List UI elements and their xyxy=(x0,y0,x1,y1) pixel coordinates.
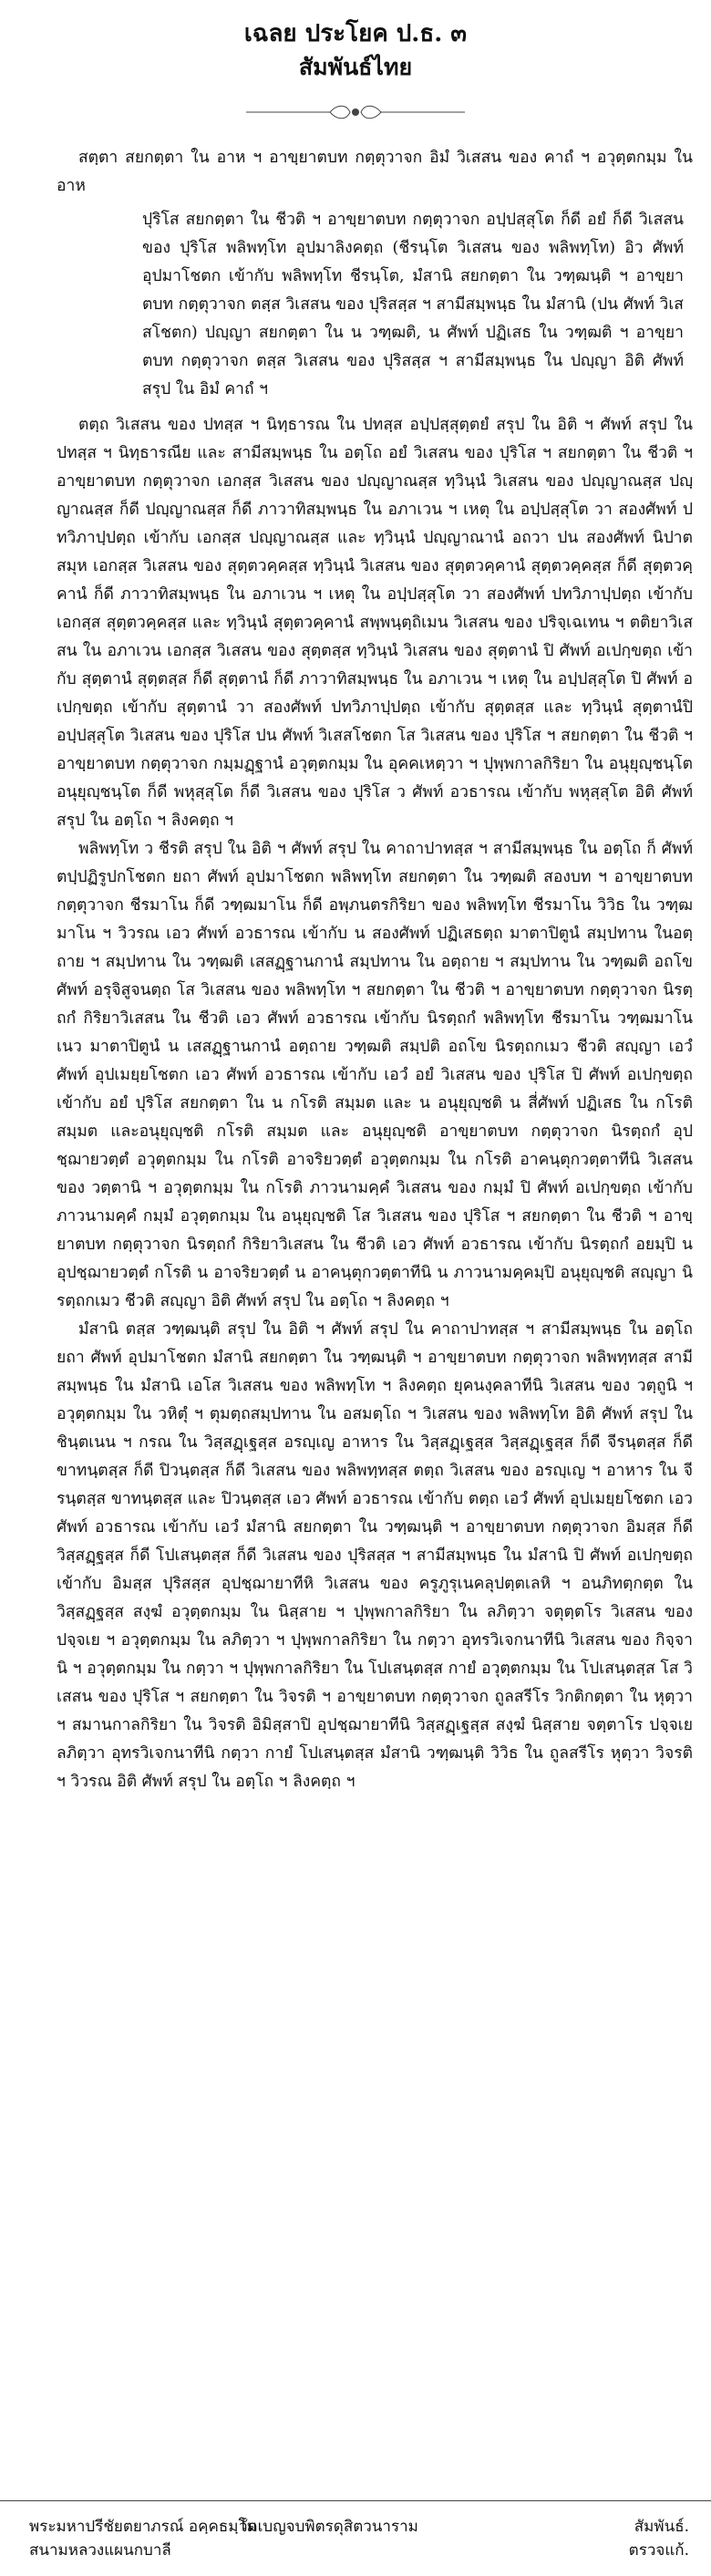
ornament-divider xyxy=(246,102,465,122)
paragraph-verse-analysis: ปุริโส สยกตฺตา ใน ชีวติ ฯ อาขฺยาตบท กตฺตุวาจก อปฺปสฺสุโต ก็ดี อยํ ก็ดี วิเสสน ของ ปุริโส พลิพทฺโท อุปมาลิงคตฺถ (ชีรนฺโต วิเสสน ของ พลิพทฺโท) อิว ศัพท์ อุปมาโชตก เข้ากับ พลิพทฺโท ชีรนฺโต, มํสานิ สยกตฺตา ใน วฑฺฒนฺติ ฯ อาขฺยาตบท กตฺตุวาจก ตสฺส วิเสสน ของ ปุริสสฺส ฯ สามีสมฺพนฺธ ใน มํสานิ (ปน ศัพท์ วิเสสโชตก) ปญฺญา สยกตฺตา ใน น วฑฺฒติ, น ศัพท์ ปฏิเสธ ใน วฑฺฒติ ฯ อาขฺยาตบท กตฺตุวาจก ตสฺส วิเสสน ของ ปุริสสฺส ฯ สามีสมฺพนฺธ ใน ปญฺญา อิติ ศัพท์ สรุป ใน อิมํ คาถํ ฯ xyxy=(142,211,684,398)
office-name: สนามหลวงแผนกบาลี xyxy=(29,2541,171,2560)
paragraph-intro: สตฺตา สยกตฺตา ใน อาห ฯ อาขฺยาตบท กตฺตุวาจก อิมํ วิเสสน ของ คาถํ ฯ อวุตฺตกมฺม ใน อาห xyxy=(57,149,693,195)
page-title: เฉลย ประโยค ป.ธ. ๓ xyxy=(243,20,468,47)
paragraph-mamsani: มํสานิ ตสฺส วฑฺฒนฺติ สรุป ใน อิติ ฯ ศัพท์ สรุป ใน คาถาปาทสฺส ฯ สามีสมฺพนฺธ ใน อตฺโถ ยถา ศัพท์ อุปมาโชตก มํสานิ สยกตฺตา ใน วฑฺฒนฺติ ฯ อาขฺยาตบท กตฺตุวาจก พลิพทฺทสฺส สามีสมฺพนฺธ ใน มํสานิ เอโส วิเสสน ของ พลิพทฺโท ฯ ลิงคตฺถ ยุคนงฺคลาทีนิ วิเสสน ของ วตฺถูนิ ฯ อวุตฺตกมฺม ใน วหิตุํ ฯ ตุมตฺถสมฺปทาน ใน อสมตฺโถ ฯ วิเสสน ของ พลิพทฺโท อิติ ศัพท์ สรุป ใน ชินฺตเนน ฯ กรณ ใน วิสฺสฏฺเฐสฺส อรญฺเญ อาหาร ใน วิสฺสฏฺเฐสฺส วิสฺสฏฺเฐสฺส ก็ดี จีรนฺตสฺส ก็ดี ขาทนฺตสฺส ก็ดี ปิวนฺตสฺส ก็ดี วิเสสน ของ พลิพทฺทสฺส ตตฺถ วิเสสน ของ อรญฺเญ ฯ อาหาร ใน จีรนฺตสฺส ขาทนฺตสฺส และ ปิวนฺตสฺส เอว ศัพท์ อวธารณ เข้ากับ ตตฺถ เอวํ ศัพท์ อุปเมยฺยโชตก เอว ศัพท์ อวธารณ เข้ากับ เอวํ มํสานิ สยกตฺตา ใน วฑฺฒนฺติ ฯ อาขฺยาตบท กตฺตุวาจก อิมสฺส ก็ดี วิสฺสฏฺฐสฺส ก็ดี โปเสนฺตสฺส ก็ดี วิเสสน ของ ปุริสสฺส ฯ สามีสมฺพนฺธ ใน มํสานิ ปิ ศัพท์ อเปกฺขตฺถ เข้ากับ อิมสฺส ปุริสสฺส อุปชฺฌายาทีหิ วิเสสน ของ ครูภูรุเนคลุปตฺตเลหิ ฯ อนภิทตฺกตฺต ใน วิสฺสฏฺฐสฺส สงฺฆํ อวุตฺตกมฺม ใน นิสฺสาย ฯ ปุพฺพกาลกิริยา ใน ลภิตฺวา จตุตฺตโร วิเสสน ของ ปจฺจเย ฯ อวุตฺตกมฺม ใน ลภิตฺวา ฯ ปุพฺพกาลกิริยา ใน กตฺวา อุทรวิเจกนาทีนิ วิเสสน ของ กิจฺจานิ ฯ อวุตฺตกมฺม ใน กตฺวา ฯ ปุพฺพกาลกิริยา ใน โปเสนฺตสฺส กายํ อวุตฺตกมฺม ใน โปเสนฺตสฺส โส วิเสสน ของ ปุริโส ฯ สยกตฺตา ใน วิจรติ ฯ อาขฺยาตบท กตฺตุวาจก ถูลสรีโร วิกติกตฺตา ใน หุตฺวา ฯ สมานกาลกิริยา ใน วิจรติ อิมิสฺสาปิ อุปชฺฌายาทีนิ วิสฺสฏฺเฐสฺส สงฺฆํ นิสฺสาย จตฺตาโร ปจฺจเย ลภิตฺวา อุทรวิเจกนาทีนิ กตฺวา กายํ โปเสนฺตสฺส มํสานิ วฑฺฒนฺติ วิวิธ ใน ถูลสรีโร หุตฺวา วิจรติ ฯ วิวรณ อิติ ศัพท์ สรุป ใน อตฺโถ ฯ ลิงคตฺถ ฯ xyxy=(57,1320,693,1791)
footer-right-label-1: สัมพันธ์. xyxy=(634,2518,689,2536)
footer-line-2 xyxy=(29,2539,689,2562)
article-body xyxy=(57,144,693,1796)
footer-divider xyxy=(0,2500,711,2501)
indented-block xyxy=(142,206,684,404)
paragraph-tattha: ตตฺถ วิเสสน ของ ปทสฺส ฯ นิทฺธารณ ใน ปทสฺส อปฺปสฺสุตฺตยํ สรุป ใน อิติ ฯ ศัพท์ สรุป ใน ปทสฺส ฯ นิทฺธารณีย และ สามีสมฺพนฺธ ใน อตฺโถ อยํ วิเสสน ของ ปุริโส ฯ สยกตฺตา ใน ชีวติ ฯ อาขฺยาตบท กตฺตุวาจก เอกสฺส วิเสสน ของ ปญฺญาณสฺส ทฺวินฺนํ วิเสสน ของ ปญฺญาณสฺส ปญฺญาณสฺส ก็ดี ปญฺญาณสฺส ก็ดี ภาวาทิสมฺพนฺธ ใน อภาเวน ฯ เหตุ ใน อปฺปสฺสุโต วา สองศัพท์ ปทวิภาปฺปตฺถ เข้ากับ เอกสฺส ปญฺญาณสฺส และ ทฺวินฺนํ ปญฺญาณานํ อถวา ปน สองศัพท์ นิปาตสมุห เอกสฺส วิเสสน ของ สุตฺตวคฺคสฺส ทฺวินฺนํ วิเสสน ของ สุตฺตวคฺคานํ สุตฺตวคฺคสฺส ก็ดี สุตฺตวคฺคานํ ก็ดี ภาวาทิสมฺพนฺธ ใน อภาเวน ฯ เหตุ ใน อปฺปสฺสุโต วา สองศัพท์ ปทวิภาปฺปตฺถ เข้ากับ เอกสฺส สุตฺตวคฺคสฺส และ ทฺวินฺนํ สุตฺตวคฺคานํ สพฺพนฺตฺถิเมน วิเสสน ของ ปริจฺเฉเทน ฯ ตติยาวิเสสน ใน อภาเวน เอกสฺส วิเสสน ของ สุตฺตสฺส ทฺวินฺนํ วิเสสน ของ สุตฺตานํ ปิ ศัพท์ อเปกฺขตฺถ เข้ากับ สุตฺตานํ สุตฺตสฺส ก็ดี สุตฺตานํ ก็ดี ภาวาทิสมฺพนฺธ ใน อภาเวน ฯ เหตุ ใน อปฺปสฺสุโต ปิ ศัพท์ อเปกฺขตฺถ เข้ากับ สุตฺตานํ วา สองศัพท์ ปทวิภาปฺปตฺถ เข้ากับ สุตฺตสฺส และ ทฺวินฺนํ สุตฺตานํปิ อปฺปสฺสุโต วิเสสน ของ ปุริโส ปน ศัพท์ วิเสสโชตก โส วิเสสน ของ ปุริโส ฯ สยกตฺตา ใน ชีวติ ฯ อาขฺยาตบท กตฺตุวาจก กมฺมฏฺฐานํ อวุตฺตกมฺม ใน อุคคเหตฺวา ฯ ปุพฺพกาลกิริยา ใน อนุยุญฺชนฺโต อนุยุญฺชนฺโต ก็ดี พหุสฺสุโต ก็ดี วิเสสน ของ ปุริโส ว ศัพท์ อวธารณ เข้ากับ พหุสฺสุโต อิติ ศัพท์ สรุป ใน อตฺโถ ฯ ลิงคตฺถ ฯ xyxy=(57,416,693,830)
paragraph-balibaddo: พลิพทฺโท ว ชีรติ สรุป ใน อิติ ฯ ศัพท์ สรุป ใน คาถาปาทสฺส ฯ สามีสมฺพนฺธ ใน อตฺโถ ก็ ศัพท์ ตปฺปฏิรูปกโชตก ยถา ศัพท์ อุปมาโชตก พลิพทฺโท สยกตฺตา ใน วฑฺฒติ สองบท ฯ อาขฺยาตบท กตฺตุวาจก ชีรมาโน ก็ดี วฑฺฒมาโน ก็ดี อพฺภนตรกิริยา ของ พลิพทฺโท ชีรมาโน วิวิธ ใน วฑฺฒมาโน ฯ วิวรณ เอว ศัพท์ อวธารณ เข้ากับ น สองศัพท์ ปฏิเสธตฺถ มาตาปิตูนํ สมฺปทาน ในอตฺถาย ฯ สมฺปทาน ใน วฑฺฒติ เสสฏฺฐานกานํ สมฺปทาน ใน อตฺถาย ฯ สมฺปทาน ใน วฑฺฒติ อถโข ศัพท์ อรุจิสูจนตฺถ โส วิเสสน ของ พลิพทฺโท ฯ สยกตฺตา ใน ชีวติ ฯ อาขฺยาตบท กตฺตุวาจก นิรตฺถกํ กิริยาวิเสสน ใน ชีวติ เอว ศัพท์ อวธารณ เข้ากับ นิรตฺถกํ พลิพทฺโท ชีรมาโน วฑฺฒมาโน เนว มาตาปิตูนํ น เสสฏฺฐานกานํ อตฺถาย วฑฺฒติ สมฺปติ อถโข นิรตฺถกเมว ชีวติ สญฺญา เอวํ ศัพท์ อุปเมยฺยโชตก เอว ศัพท์ อวธารณ เข้ากับ เอวํ อยํ วิเสสน ของ ปุริโส ปิ ศัพท์ อเปกฺขตฺถ เข้ากับ อยํ ปุริโส สยกตฺตา ใน น กโรติ สมฺมต และ น อนุยุญฺชติ น สี่ศัพท์ ปฏิเสธ ใน กโรติ สมฺมต และอนุยุญฺชติ กโรติ สมฺมต และ อนุยุญฺชติ อาขฺยาตบท กตฺตุวาจก นิรตฺถกํ อุปชฺฌายวตฺตํ อวุตฺตกมฺม ใน กโรติ อาจริยวตฺตํ อวุตฺตกมฺม ใน กโรติ อาคนฺตุกวตฺตาทีนิ วิเสสน ของ วตฺตานิ ฯ อวุตฺตกมฺม ใน กโรติ ภาวนามคฺคํ วิเสสน ของ กมฺมํ ปิ ศัพท์ อเปกฺขตฺถ เข้ากับ ภาวนามคฺคํ กมฺมํ อวุตฺตกมฺม ใน อนุยุญฺชติ โส วิเสสน ของ ปุริโส ฯ สยกตฺตา ใน ชีวติ ฯ อาขฺยาตบท กตฺตุวาจก นิรตฺถกํ กิริยาวิเสสน ใน ชีวติ เอว ศัพท์ อวธารณ เข้ากับ นิรตฺถกํ อยมฺปิ น อุปชฺฌายวตฺตํ กโรติ น อาจริยวตฺตํ น อาคนฺตุกวตฺตาทีนิ น ภาวนามคฺคมฺปิ อนุยุญฺชติ สญฺญา นิรตฺถกเมว ชีวติ สญฺญา อิติ ศัพท์ สรุป ใน อตฺโถ ฯ ลิงคตฺถ ฯ xyxy=(57,840,693,1310)
page-header xyxy=(0,16,711,84)
author-name: พระมหาปรีชัยตยาภรณ์ อคฺคธมฺโม xyxy=(29,2518,257,2536)
temple-name: วัดเบญจบพิตรดุสิตวนาราม xyxy=(239,2518,418,2536)
page-subtitle: สัมพันธ์ไทย xyxy=(298,54,413,80)
page-footer xyxy=(29,2515,689,2562)
footer-right-label-2: ตรวจแก้. xyxy=(628,2541,689,2560)
